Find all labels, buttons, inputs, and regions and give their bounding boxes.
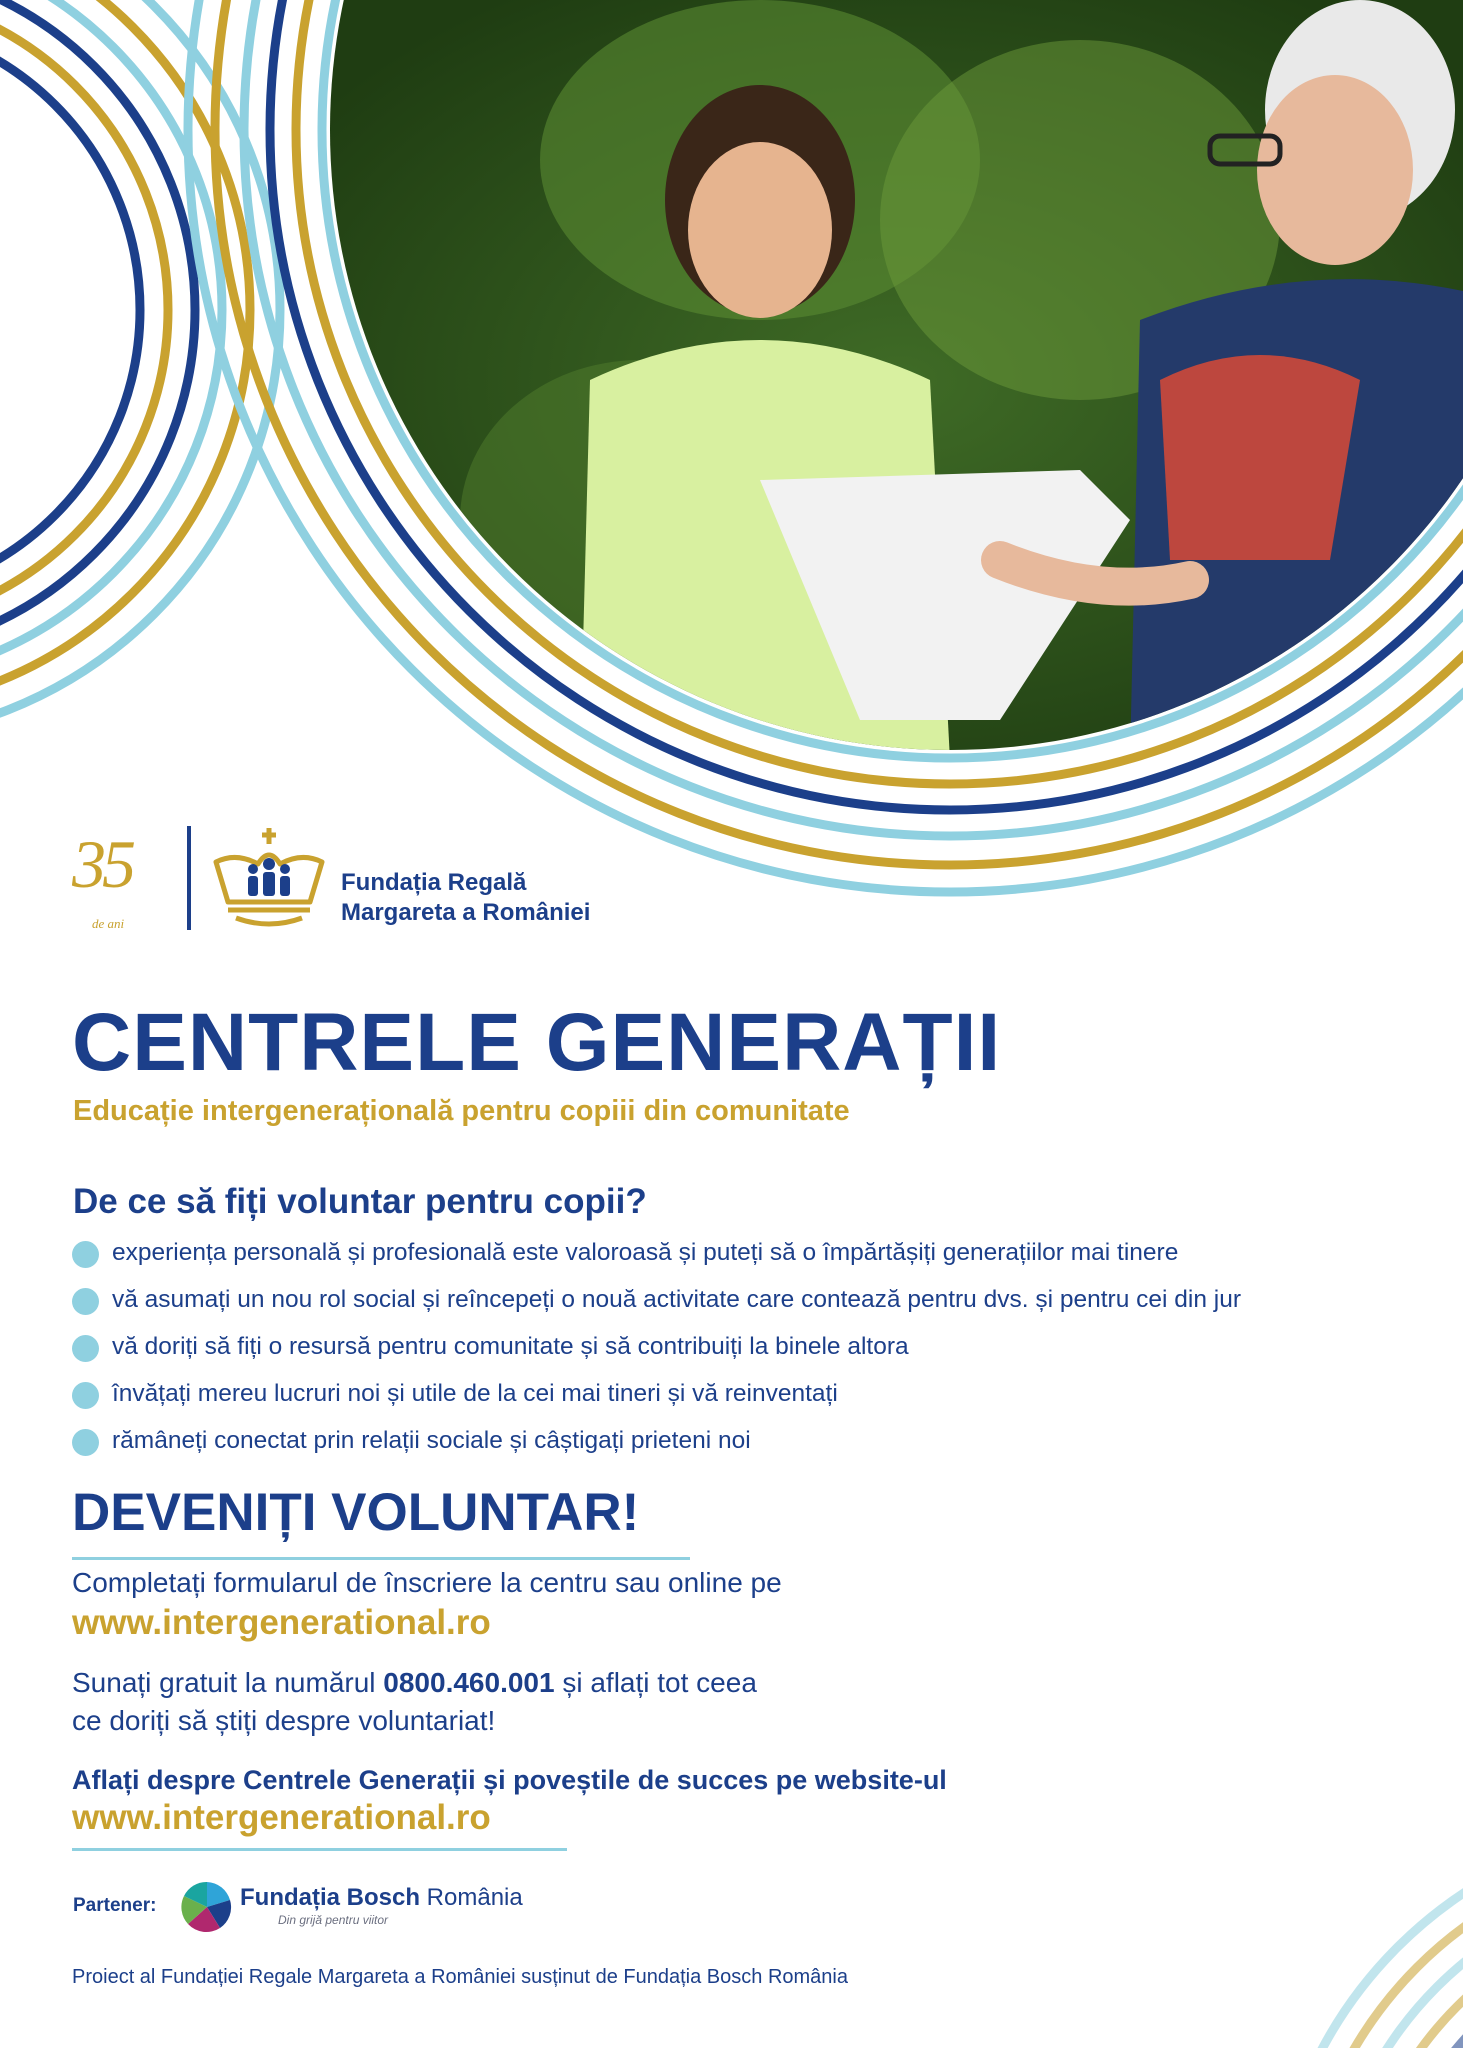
bosch-foundation-logo-icon	[180, 1880, 234, 1934]
bullet-dot-icon	[72, 1382, 99, 1409]
footer-text: Proiect al Fundației Regale Margareta a României susținut de Fundația Bosch România	[72, 1966, 848, 1988]
bosch-foundation-name	[240, 1884, 523, 1912]
bosch-name-bold: Fundația Bosch	[240, 1884, 421, 1911]
foundation-name-line2: Margareta a României	[341, 899, 591, 926]
form-instructions: Completați formularul de înscriere la centru sau online pe	[72, 1567, 782, 1598]
list-item	[72, 1323, 1241, 1370]
crown-icon	[206, 826, 332, 932]
benefits-list	[72, 1229, 1241, 1464]
list-item	[72, 1370, 1241, 1417]
website-underline	[72, 1848, 567, 1851]
bosch-tagline: Din grijă pentru viitor	[278, 1913, 389, 1927]
phone-text-line2: ce doriți să știți despre voluntariat!	[72, 1705, 496, 1736]
page-subtitle: Educație intergenerațională pentru copiii din comunitate	[73, 1095, 850, 1127]
website-link[interactable]: www.intergenerational.ro	[72, 1603, 491, 1642]
list-item	[72, 1276, 1241, 1323]
benefit-text: vă doriți să fiți o resursă pentru comunitate și să contribuiți la binele altora	[112, 1333, 909, 1360]
partner-label: Partener:	[73, 1895, 157, 1916]
bosch-name-regular: România	[420, 1884, 523, 1911]
foundation-logo	[72, 826, 672, 936]
logo-divider	[187, 826, 191, 930]
page-title: CENTRELE GENERAȚII	[72, 997, 1002, 1088]
list-item	[72, 1417, 1241, 1464]
benefit-text: rămâneți conectat prin relații sociale și câștigați prieteni noi	[112, 1427, 751, 1454]
phone-text-before: Sunați gratuit la numărul	[72, 1667, 384, 1698]
list-item	[72, 1229, 1241, 1276]
cta-heading: DEVENIȚI VOLUNTAR!	[72, 1483, 640, 1542]
anniversary-suffix: de ani	[92, 916, 125, 931]
bullet-dot-icon	[72, 1241, 99, 1268]
bullet-dot-icon	[72, 1288, 99, 1315]
foundation-name-line1: Fundația Regală	[341, 869, 527, 896]
anniversary-number: 35	[72, 826, 132, 902]
cta-underline	[72, 1557, 690, 1560]
why-heading: De ce să fiți voluntar pentru copii?	[73, 1182, 647, 1221]
benefit-text: vă asumați un nou rol social și reîncepeți o nouă activitate care contează pentru dvs. și pentru cei din jur	[112, 1286, 1241, 1313]
bullet-dot-icon	[72, 1335, 99, 1362]
phone-text-after: și aflați tot ceea	[554, 1667, 757, 1698]
learn-more-text: Aflați despre Centrele Generații și poveștile de succes pe website-ul	[72, 1765, 947, 1795]
phone-number[interactable]: 0800.460.001	[383, 1667, 555, 1698]
benefit-text: învățați mereu lucruri noi și utile de la cei mai tineri și vă reinventați	[112, 1380, 838, 1407]
foundation-name	[341, 868, 590, 928]
bullet-dot-icon	[72, 1429, 99, 1456]
phone-text-line1	[72, 1667, 757, 1699]
benefit-text: experiența personală și profesională este valoroasă și puteți să o împărtășiți generațiilor mai tinere	[112, 1239, 1179, 1266]
website-link-2[interactable]: www.intergenerational.ro	[72, 1798, 491, 1837]
